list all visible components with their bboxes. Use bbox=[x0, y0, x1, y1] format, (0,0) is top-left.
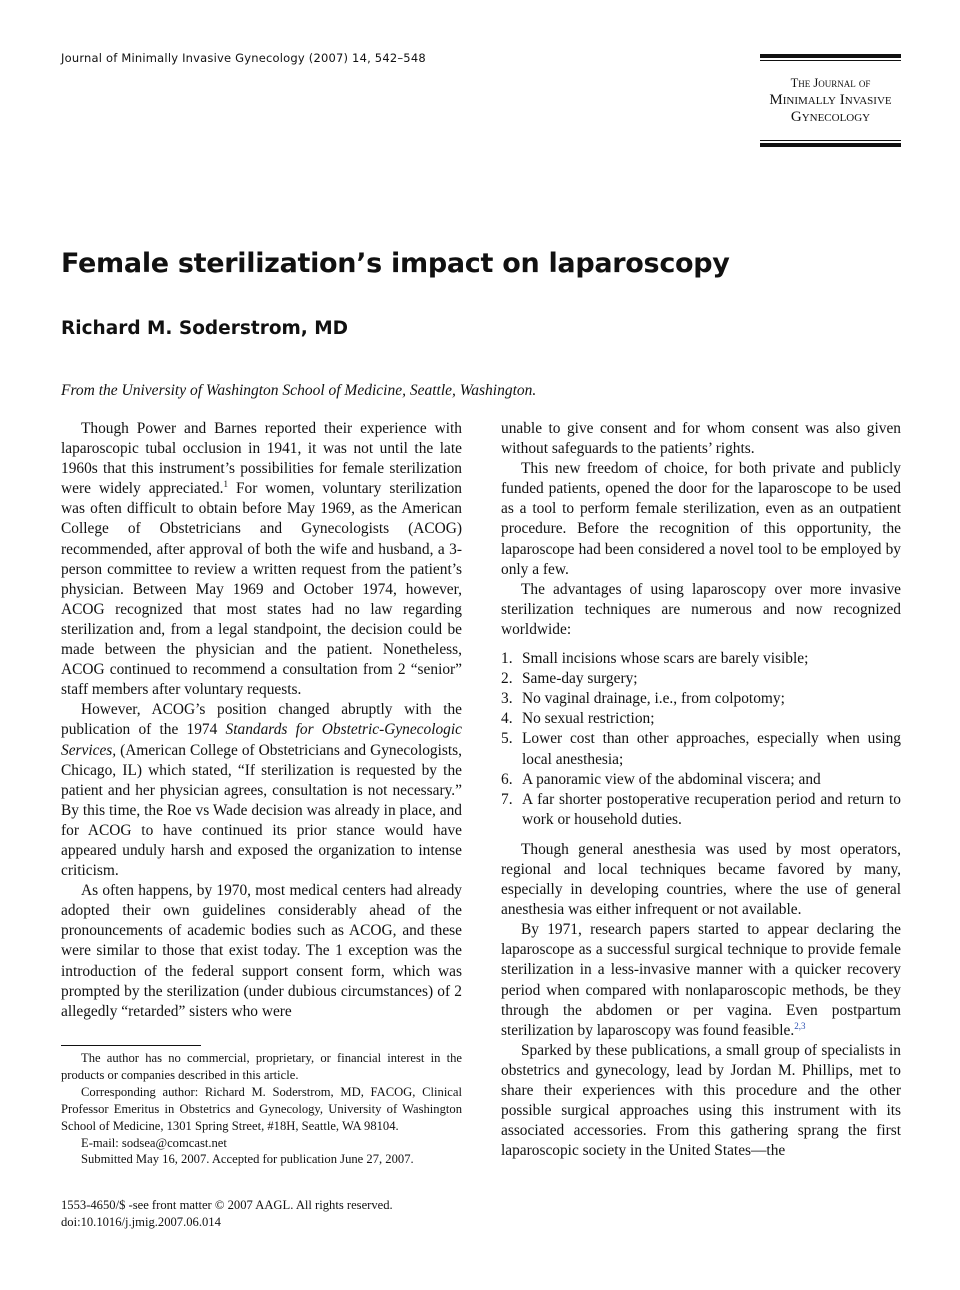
logo-top-rule bbox=[760, 54, 901, 58]
list-number: 5. bbox=[501, 730, 513, 748]
logo-line-1: The Journal of bbox=[790, 76, 871, 90]
running-head: Journal of Minimally Invasive Gynecology (2007) 14, 542–548 bbox=[61, 51, 426, 65]
list-item bbox=[501, 790, 901, 830]
paragraph bbox=[61, 700, 462, 881]
journal-logo bbox=[760, 54, 901, 147]
list-number: 2. bbox=[501, 670, 513, 688]
paragraph: As often happens, by 1970, most medical centers had already adopted their own guidelines considerably ahead of the pronouncements of academic bodies such as ACOG, and these were similar to those that exist today. The 1 exception was the introduction of the federal support consent form, which was prompted by the sterilization (under dubious circumstances) of 2 allegedly “retarded” sisters who were bbox=[61, 882, 462, 1020]
logo-bottom-rule bbox=[760, 143, 901, 147]
paragraph-text: Though Power and Barnes reported their experience with laparoscopic tubal occlusion in 1941, it was not until the late 1960s that this instrument’s possibilities for female sterilization were widely appreciated. bbox=[61, 420, 462, 498]
logo-top-rule-thin bbox=[760, 60, 901, 61]
list-text: No vaginal drainage, i.e., from colpotomy; bbox=[522, 690, 785, 708]
paragraph bbox=[501, 920, 901, 1041]
paragraph: The advantages of using laparoscopy over more invasive sterilization techniques are numerous and now recognized worldwide: bbox=[501, 580, 901, 638]
reference-marker[interactable]: 1 bbox=[223, 479, 228, 490]
footnote-email[interactable]: E-mail: sodsea@comcast.net bbox=[81, 1135, 227, 1150]
paragraph-text: (American College of Obstetricians and Gynecologists, Chicago, IL) which stated, “If sterilization is requested by the patient and her physician agrees, consultation is not necessary.” By this time, the Roe vs Wade decision was already in place, and for ACOG to have continued its prior stance would have appeared unduly harsh and exposed the organization to intense criticism. bbox=[61, 741, 462, 880]
list-text: No sexual restriction; bbox=[522, 710, 655, 728]
paragraph: unable to give consent and for whom consent was also given without safeguards to the patients’ rights. bbox=[501, 420, 901, 458]
list-item bbox=[501, 770, 901, 790]
reference-marker[interactable]: 2,3 bbox=[794, 1020, 806, 1031]
paragraph-text: However, ACOG’s position changed abruptly with the publication of the 1974 bbox=[61, 701, 462, 739]
list-text: Lower cost than other approaches, especially when using local anesthesia; bbox=[522, 730, 901, 768]
footnote-divider bbox=[61, 1045, 201, 1046]
list-item bbox=[501, 709, 901, 729]
list-item bbox=[501, 669, 901, 689]
doi-line[interactable]: doi:10.1016/j.jmig.2007.06.014 bbox=[61, 1215, 221, 1229]
copyright-block bbox=[61, 1197, 393, 1231]
italic-title: Standards for Obstetric-Gynecologic Services, bbox=[61, 721, 462, 759]
list-item bbox=[501, 649, 901, 669]
footnote-corresponding-author: Corresponding author: Richard M. Soderstrom, MD, FACOG, Clinical Professor Emeritus in Obstetrics and Gynecology, University of Washington School of Medicine, 1301 Spring Street, #18H, Seattle, WA 98104. bbox=[61, 1084, 462, 1133]
list-number: 6. bbox=[501, 770, 513, 788]
list-number: 7. bbox=[501, 790, 513, 808]
list-item bbox=[501, 729, 901, 769]
paragraph-text: By 1971, research papers started to appear declaring the laparoscope as a successful surgical technique to provide female sterilization in a less-invasive manner with a quicker recovery period when compared with nonlaparoscopic methods, be they through the abdomen or per vagina. Even postpartum sterilization by laparoscopy was found feasible. bbox=[501, 921, 901, 1039]
paragraph-text: For women, voluntary sterilization was often difficult to obtain before May 1969, as the American College of Obstetricians and Gynecologists (ACOG) recommended, after approval of both the wife and husband, a 3-person committee to review a written request from the patient’s physician. Between May 1969 and October 1974, however, ACOG recognized that most states had no law regarding sterilization and, from a legal standpoint, the decision could be made between the physician and the patient. Nonetheless, ACOG continued to recommend a consultation from 2 “senior” staff members after voluntary requests. bbox=[61, 480, 462, 699]
paragraph: Sparked by these publications, a small group of specialists in obstetrics and gynecology, lead by Jordan M. Phillips, met to share their experiences with this procedure and the other possible surgical approaches using this instrument with its associated accessories. From this gathering sprang the first laparoscopic society in the United States—the bbox=[501, 1041, 901, 1160]
paragraph: Though general anesthesia was used by most operators, regional and local techniques became favored by many, especially in developing countries, where the use of general anesthesia was either infrequent or not available. bbox=[501, 840, 901, 919]
list-text: Small incisions whose scars are barely visible; bbox=[522, 650, 809, 668]
list-number: 3. bbox=[501, 690, 513, 708]
copyright-line: 1553-4650/$ -see front matter © 2007 AAGL. All rights reserved. bbox=[61, 1198, 393, 1212]
left-column bbox=[61, 419, 462, 1022]
paragraph: This new freedom of choice, for both private and publicly funded patients, opened the door for the laparoscope to be used as a tool to perform female sterilization, even as an outpatient procedure. Before the recognition of this opportunity, the laparoscope had been considered a novel tool to be employed by only a few. bbox=[501, 460, 901, 578]
right-column bbox=[501, 419, 901, 1161]
advantages-list bbox=[501, 649, 901, 830]
logo-line-2: Minimally Invasive bbox=[769, 92, 892, 108]
paragraph bbox=[61, 419, 462, 700]
author-name: Richard M. Soderstrom, MD bbox=[61, 318, 349, 339]
list-item bbox=[501, 689, 901, 709]
article-title: Female sterilization’s impact on laparoscopy bbox=[61, 248, 730, 279]
list-text: Same-day surgery; bbox=[522, 670, 638, 688]
list-number: 1. bbox=[501, 650, 513, 668]
list-text: A panoramic view of the abdominal viscera; and bbox=[522, 770, 821, 788]
list-text: A far shorter postoperative recuperation period and return to work or household duties. bbox=[522, 790, 901, 828]
author-affiliation: From the University of Washington School of Medicine, Seattle, Washington. bbox=[61, 382, 537, 399]
list-number: 4. bbox=[501, 710, 513, 728]
footnotes bbox=[61, 1050, 462, 1168]
footnote-disclosure: The author has no commercial, proprietary, or financial interest in the products or companies described in this article. bbox=[61, 1051, 462, 1082]
footnote-submission-dates: Submitted May 16, 2007. Accepted for publication June 27, 2007. bbox=[81, 1152, 414, 1167]
logo-bottom-rule-thin bbox=[760, 140, 901, 141]
logo-line-3: Gynecology bbox=[790, 109, 871, 125]
